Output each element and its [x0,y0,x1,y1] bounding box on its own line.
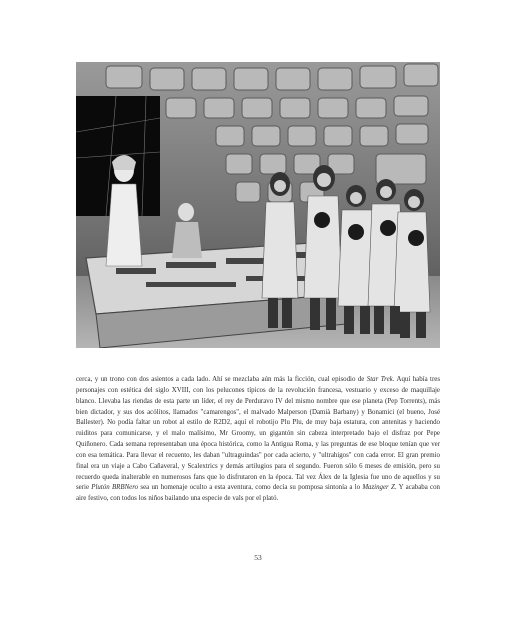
italic-title-pluton: Plutón BRBNero [91,484,139,492]
italic-title-star-trek: Star Trek [366,376,393,383]
text-segment-4: . Y acababa con aire festivo, con todos los niños bailando una especie de vals por el plató. [76,484,441,503]
body-paragraph [76,375,440,505]
text-segment-3: sea un homenaje oculto a esta aventura, como decía su pomposa sintonía a lo [138,484,363,492]
photo-illustration [76,62,440,348]
text-segment-2: . Aquí había tres personajes con estética del siglo XVIII, con los pelucones típicos de la revolución francesa, vestuario y exceso de maquillaje blanco. Llevaba las riendas de esta parte un líder, el rey de Perduravo IV del mismo nombre que ese planeta (Pep Torrents), más bien dictador, y sus dos acólitos, llamados "camarengos", el malvado Malperson (Damià Barbany) y Bonamici (el bueno, José Ballester). No podía faltar un robot al estilo de R2D2, aquí el robotijo Plu Plu, de muy baja estatura, con antenitas y haciendo ruiditos para comunicarse, y el malo malísimo, Mr Groomy, un gigantón sin cabeza interpretado bajo el disfraz por Pepe Quiñonero. Cada semana representaban una época histórica, como la Antigua Roma, y las preguntas de ese bloque tenían que ver con esa temática. Para llevar el recuento, les daban "ultraguindas" por cada acierto, y "ultrahigos" con cada error. El gran premio final era un viaje a Cabo Cañaveral, y Scalextrics y demás artilugios para el segundo. Fueron sólo 6 meses de emisión, pero su recuerdo queda inalterable en numerosos fans que lo disfrutaron en la época. Tal vez Álex de la Iglesia fue uno de aquellos y su serie [76,376,441,492]
italic-title-mazinger: Mazinger Z [362,484,395,492]
text-segment-1: cerca, y un trono con dos asientos a cada lado. Ahí se mezclaba aún más la ficción, cual episodio de [76,376,367,383]
tv-set-photo [76,62,440,348]
page-number: 53 [254,553,262,562]
